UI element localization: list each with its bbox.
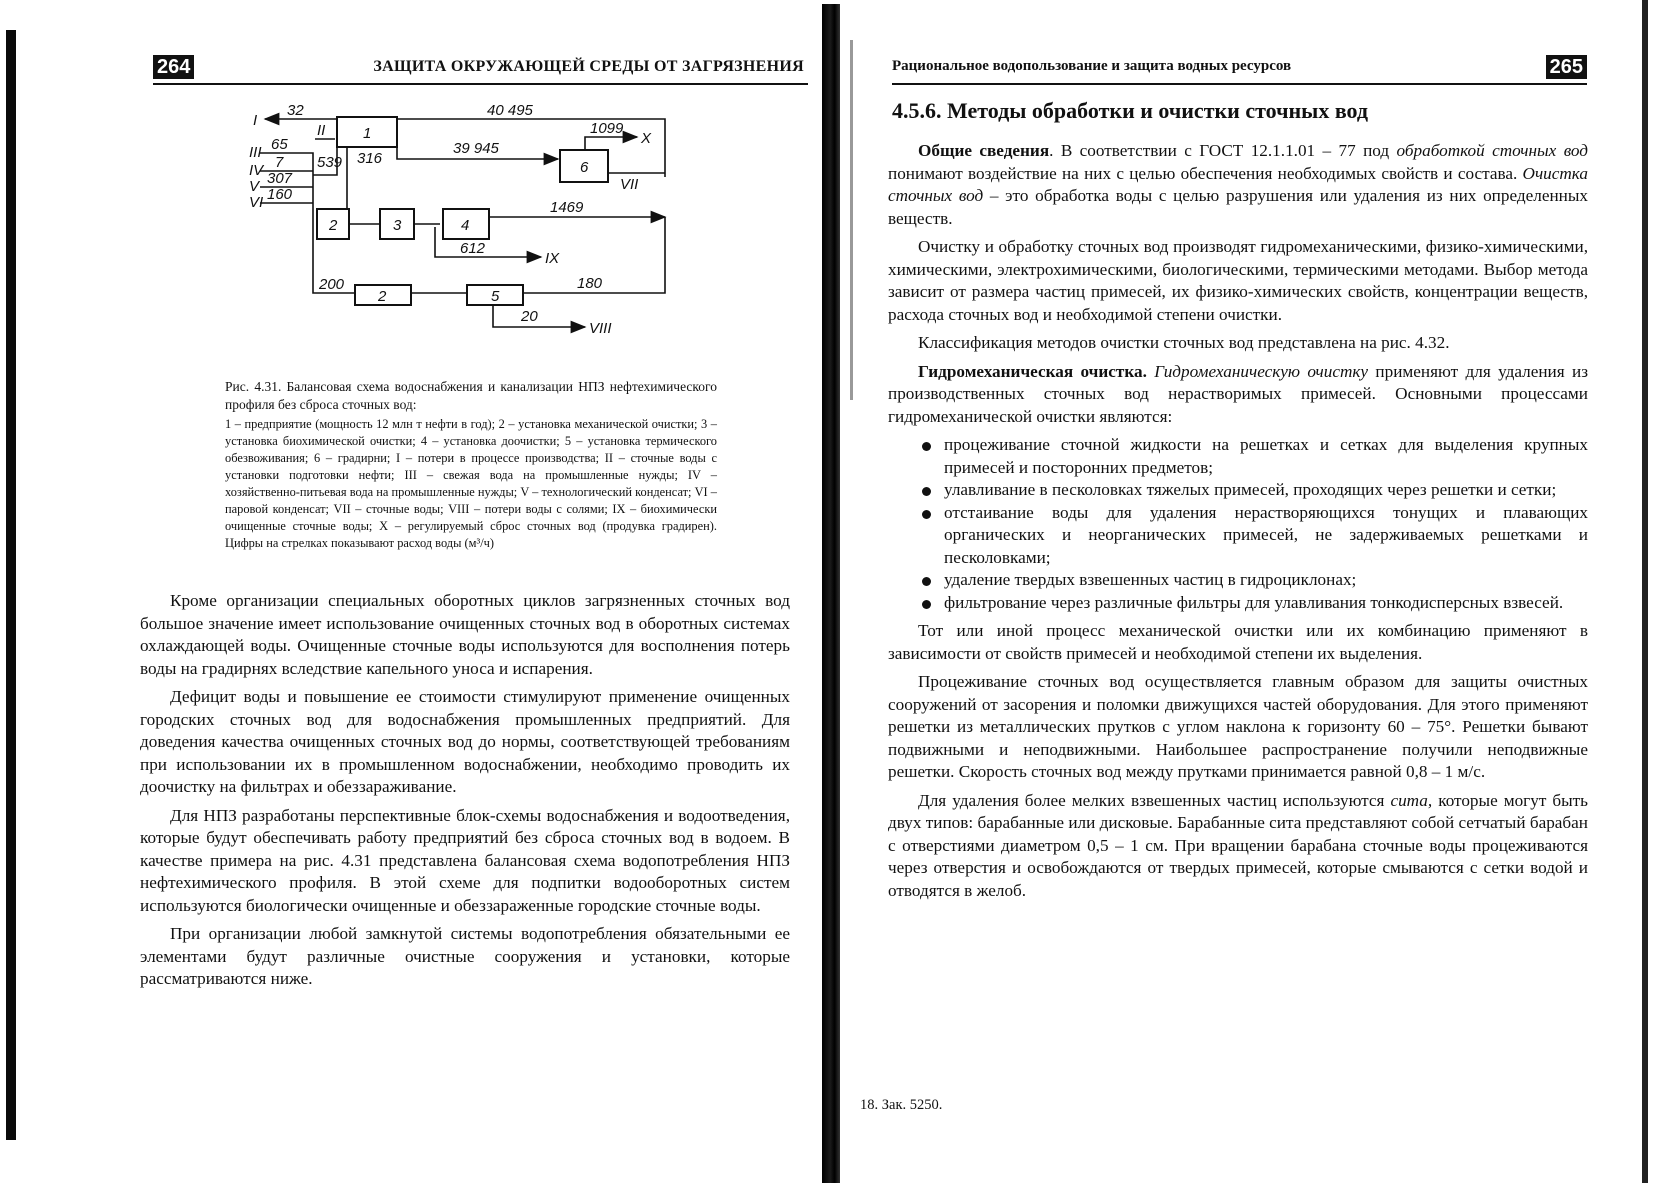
label-200: 200 [319,276,345,293]
box-2b-label: 2 [378,288,387,305]
list-item: отстаивание воды для удаления нерастворяющихся тонущих и плавающих органических и неорганических примесей, не задерживаемых решетками и песколовками; [888,502,1588,570]
right-page-header [892,55,1587,85]
term: Гидромеханическую очистку [1154,361,1369,381]
caption-title: Рис. 4.31. Балансовая схема водоснабжения и канализации НПЗ нефтехимического профиля без сброса сточных вод: [225,379,717,412]
label-X: X [641,130,652,147]
label-612: 612 [460,240,486,257]
label-7: 7 [275,154,284,171]
paragraph: Тот или иной процесс механической очистки или их комбинацию применяют в зависимости от свойств примесей и необходимой степени их выделения. [888,621,1588,663]
box-1-label: 1 [363,125,372,142]
flow-line-20 [493,305,585,327]
label-VII: VII [620,176,639,193]
figure-balance-scheme [249,102,725,365]
label-40495: 40 495 [487,102,533,119]
paragraph-hydromechanical [888,361,1588,429]
label-180: 180 [577,275,603,292]
box-5-label: 5 [491,288,500,305]
label-539: 539 [317,154,343,171]
process-list [888,434,1588,614]
page-number: 265 [1546,55,1587,79]
bullet-icon [922,487,931,496]
bullet-icon [922,577,931,586]
label-316: 316 [357,150,383,167]
label-1099: 1099 [590,120,624,137]
label-1469: 1469 [550,199,584,216]
label-32: 32 [287,102,304,119]
label-II: II [317,122,326,139]
paragraph: Дефицит воды и повышение ее стоимости стимулируют применение очищенных городских сточных вод для водоснабжения промышленных предприятий. Для доведения качества очищенных сточных вод до нормы, соответствующей требованиям при использовании их в промышленном водоснабжении, необходимо проводить их доочистку на фильтрах и обеззараживание. [140,687,790,796]
list-item: улавливание в песколовках тяжелых примесей, проходящих через решетки и сетки; [888,479,1588,502]
bullet-icon [922,442,931,451]
list-item: процеживание сточной жидкости на решетках и сетках для выделения крупных примесей и посторонних предметов; [888,434,1588,479]
paragraph: Классификация методов очистки сточных вод представлена на рис. 4.32. [918,333,1450,352]
label-39945: 39 945 [453,140,499,157]
label-160: 160 [267,186,293,203]
bullet-icon [922,510,931,519]
flow-line-1099 [585,137,637,150]
spine-shadow [850,40,853,400]
text-run: – это обработка воды с целью разрушения или удаления из них определенных веществ. [888,186,1588,228]
text-run: . В соответствии с ГОСТ 12.1.1.01 – 77 под [1049,141,1397,160]
label-VIII: VIII [589,320,612,337]
left-body-text [140,590,790,997]
paragraph: При организации любой замкнутой системы водопотребления обязательными ее элементами будут различные очистные сооружения и установки, которые рассматриваются ниже. [140,924,790,988]
section-heading: 4.5.6. Методы обработки и очистки сточных вод [892,98,1369,123]
label-I: I [253,112,258,129]
lead-term: Общие сведения [918,141,1050,160]
left-page-header [153,55,808,85]
paragraph-sieves [888,790,1588,903]
bullet-icon [922,600,931,609]
text-run: которые могут быть двух типов: барабанные или дисковые. Барабанные сита представляют собой сетчатый барабан с отверстиями диаметром 0,5 – 1 см. При вращении барабана сточные воды процеживаются через отверстия и освобождаются от твердых примесей, которые смываются с сетки водой и отводятся в желоб. [888,790,1588,900]
flow-line-40495 [397,119,665,177]
label-IX: IX [545,250,560,267]
lead-term: Гидромеханическая очистка. [918,361,1147,381]
label-65: 65 [271,136,288,153]
caption-body: 1 – предприятие (мощность 12 млн т нефти в год); 2 – установка механической очистки; 3 – установка биохимической очистки; 4 – установка доочистки; 5 – установка термического обезвоживания; 6 – градирни; I – потери в процессе производства; II – сточные воды с установки подготовки нефти; III – свежая вода на промышленные нужды; IV – хозяйственно-питьевая вода на промышленные нужды; V – технологический конденсат; VI – паровой конденсат; VII – сточные воды; VIII – потери воды с солями; IX – биохимически очищенные сточные воды; X – регулируемый сброс сточных вод (продувка градирен). Цифры на стрелках показывают расход воды (м³/ч) [225,417,717,550]
running-title: Рациональное водопользование и защита водных ресурсов [892,58,1292,74]
text-run: понимают воздействие на них с целью обеспечения необходимых свойств и состава. [888,163,1523,183]
label-III: III [249,144,262,161]
box-2a-label: 2 [329,217,338,234]
list-item: фильтрование через различные фильтры для улавливания тонкодисперсных взвесей. [888,592,1588,615]
list-item: удаление твердых взвешенных частиц в гидроциклонах; [888,569,1588,592]
right-body-text [888,140,1588,908]
term: Очистка сточных вод [888,163,1588,205]
paragraph: Для НПЗ разработаны перспективные блок-схемы водоснабжения и водоотведения, которые будут обеспечивать работу предприятий без сброса сточных вод в водоем. В качестве примера на рис. 4.31 представлена балансовая схема водопотребления НПЗ нефтехимического профиля. В этой схеме для подпитки водооборотных систем используются биологически очищенные и обеззараженные городские сточные воды. [140,805,790,915]
paragraph-general [888,140,1588,230]
paragraph: Процеживание сточных вод осуществляется главным образом для защиты очистных сооружений от засорения и поломки движущихся частей оборудования. Для этого применяют решетки из металлических прутков с углом наклона к горизонту 60 – 75°. Решетки бывают подвижными и неподвижными. Наибольшее распространение получили неподвижные решетки. Скорость сточных вод между прутками принимается равной 0,8 – 1 м/с. [888,672,1588,781]
running-title: ЗАЩИТА ОКРУЖАЮЩЕЙ СРЕДЫ ОТ ЗАГРЯЗНЕНИЯ [373,58,804,75]
figure-caption [225,378,717,552]
text-run: применяют для удаления из производственных сточных вод нерастворимых примесей. Основными процессами гидромеханической очистки являются: [888,361,1588,426]
box-3-label: 3 [393,217,402,234]
flow-diagram [249,102,725,365]
label-20: 20 [521,308,538,325]
label-IV: IV [249,162,264,179]
right-page [860,0,1653,1183]
paragraph: Очистку и обработку сточных вод производят гидромеханическими, физико-химическими, химическими, электрохимическими, биологическими, термическими методами. Выбор метода зависит от размера частиц примесей, их физико-химических свойств, концентрации веществ, расхода сточных вод и необходимой степени очистки. [888,237,1588,324]
text-run: Для удаления более мелких взвешенных частиц используются [918,790,1391,810]
box-4-label: 4 [461,217,470,234]
box-6-label: 6 [580,159,589,176]
label-V: V [249,178,260,195]
term: сита, [1390,790,1433,810]
printer-signature: 18. Зак. 5250. [860,1097,943,1113]
label-VI: VI [249,194,264,211]
page-number: 264 [153,55,194,79]
term: обработкой сточных вод [1396,141,1588,160]
label-307: 307 [267,170,293,187]
paragraph: Кроме организации специальных оборотных циклов загрязненных сточных вод большое значение имеет использование очищенных сточных вод в оборотных системах охлаждающей воды. Очищенные сточные воды используются для восполнения потерь воды на градирнях вследствие капельного уноса и испарения. [140,591,790,678]
